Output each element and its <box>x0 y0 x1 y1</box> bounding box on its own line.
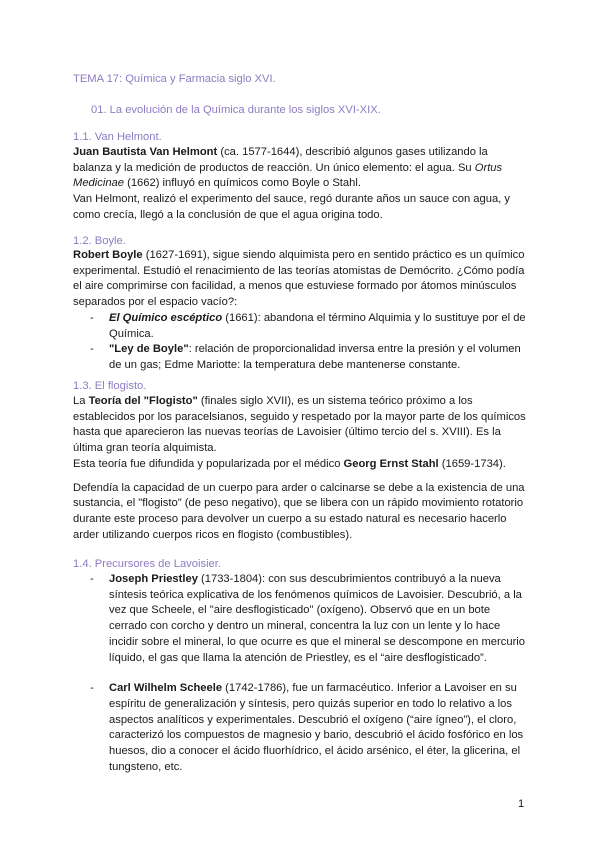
document-subtitle: 01. La evolución de la Química durante los siglos XVI-XIX. <box>91 104 381 116</box>
text: (1733-1804): con sus descubrimientos contribuyó a la nueva síntesis teórica explicativa de los fenómenos químicos de Lavoisier. Descubrió, a la vez que Scheele, el "aire desflogisticado" (oxígeno). Observó que en un bote cerrado con corcho y dentro un mineral, concentra la luz con un lente y lo hace incidir sobre el mineral, lo que ocurre es que el mineral se descompone en mercurio líquido, el gas que llama la atención de Priestley, es el “aire desflogisticado”. <box>109 573 526 664</box>
bullet-dash: - <box>90 573 94 585</box>
paragraph <box>73 457 530 473</box>
book-title: Ortus Medicinae <box>73 161 503 190</box>
list-item <box>73 681 530 775</box>
paragraph <box>73 394 530 457</box>
text: (1742-1786), fue un farmacéutico. Inferior a Lavoiser en su espíritu de generalización y síntesis, pero quizás superior en todo lo relativo a los aspectos analíticos y experimentales. Descubrió el oxígeno (“aire ígneo”), el cloro, caracterizó los compuestos de magnesio y bario, descubrió el ácido fosfórico en los huesos, dio a conocer el ácido fluorhídrico, el ácido arsénico, el éter, la glicerina, el tungsteno, etc. <box>109 682 524 773</box>
section-heading-boyle: 1.2. Boyle. <box>73 235 126 247</box>
paragraph <box>73 145 530 192</box>
spacer <box>73 666 530 681</box>
text: (1659-1734). <box>438 457 506 470</box>
text: (1662) influyó en químicos como Boyle o Stahl. <box>124 177 361 190</box>
list-item <box>73 311 530 342</box>
text: (ca. 1577-1644), describió algunos gases utilizando la balanza y la medición de productos de reacción. Un único elemento: el agua. Su <box>73 146 488 174</box>
person-name: Georg Ernst Stahl <box>343 457 439 470</box>
text: (1627-1691), sigue siendo alquimista pero en sentido práctico es un químico experimental. Estudió el renacimiento de las teorías atomistas de Demócrito. ¿Cómo podía el aire comprimirse con facilidad, a menos que estuviese formado por átomos minúsculos separados por el espacio vacío?: <box>73 249 525 309</box>
person-name: Carl Wilhelm Scheele <box>109 682 223 695</box>
text: (finales siglo XVII), es un sistema teórico próximo a los establecidos por los paracelsianos, seguido y respetado por la mayor parte de los químicos hasta que aparecieron las nuevas teorías de Lavoisier (último tercio del s. XVIII). Es la última gran teoría alquimista. <box>73 395 526 455</box>
section-body-van-helmont <box>73 145 530 224</box>
section-heading-flogisto: 1.3. El flogisto. <box>73 380 147 392</box>
list-item <box>73 572 530 666</box>
list-item <box>73 342 530 373</box>
page-number: 1 <box>518 798 525 810</box>
text: La <box>73 395 89 407</box>
law-name: "Ley de Boyle" <box>109 343 189 356</box>
text: : relación de proporcionalidad inversa entre la presión y el volumen de un gas; Edme Mariotte: la temperatura debe mantenerse constante. <box>109 343 521 371</box>
section-body-flogisto <box>73 394 530 543</box>
section-body-boyle <box>73 248 530 374</box>
book-title: El Químico escéptico <box>109 311 223 324</box>
paragraph <box>73 248 530 311</box>
document-title: TEMA 17: Química y Farmacia siglo XVI. <box>73 73 276 85</box>
paragraph: Defendía la capacidad de un cuerpo para arder o calcinarse se debe a la existencia de una sustancia, el "flogisto" (de peso negativo), que se libera con un rápido movimiento rotatorio durante este proceso para devolver un cuerpo a su estado natural es necesario hacerlo arder utilizando cuerpos ricos en flogisto (combustibles). <box>73 481 525 541</box>
person-name: Juan Bautista Van Helmont <box>73 146 218 158</box>
bullet-dash: - <box>90 311 94 324</box>
bullet-dash: - <box>90 682 94 695</box>
spacer <box>73 473 530 481</box>
text: Esta teoría fue difundida y popularizada por el médico <box>73 457 344 470</box>
person-name: Joseph Priestley <box>109 573 198 585</box>
section-heading-precursores: 1.4. Precursores de Lavoisier. <box>73 558 221 570</box>
paragraph: Van Helmont, realizó el experimento del sauce, regó durante años un sauce con agua, y como crecía, llegó a la conclusión de que el agua origina todo. <box>73 193 510 221</box>
section-heading-van-helmont: 1.1. Van Helmont. <box>73 131 162 143</box>
person-name: Robert Boyle <box>73 249 143 261</box>
bullet-dash: - <box>90 343 94 356</box>
section-body-precursores <box>73 572 530 775</box>
theory-name: Teoría del "Flogisto" <box>88 395 198 407</box>
text: (1661): abandona el término Alquimia y lo sustituye por el de Química. <box>109 311 526 340</box>
